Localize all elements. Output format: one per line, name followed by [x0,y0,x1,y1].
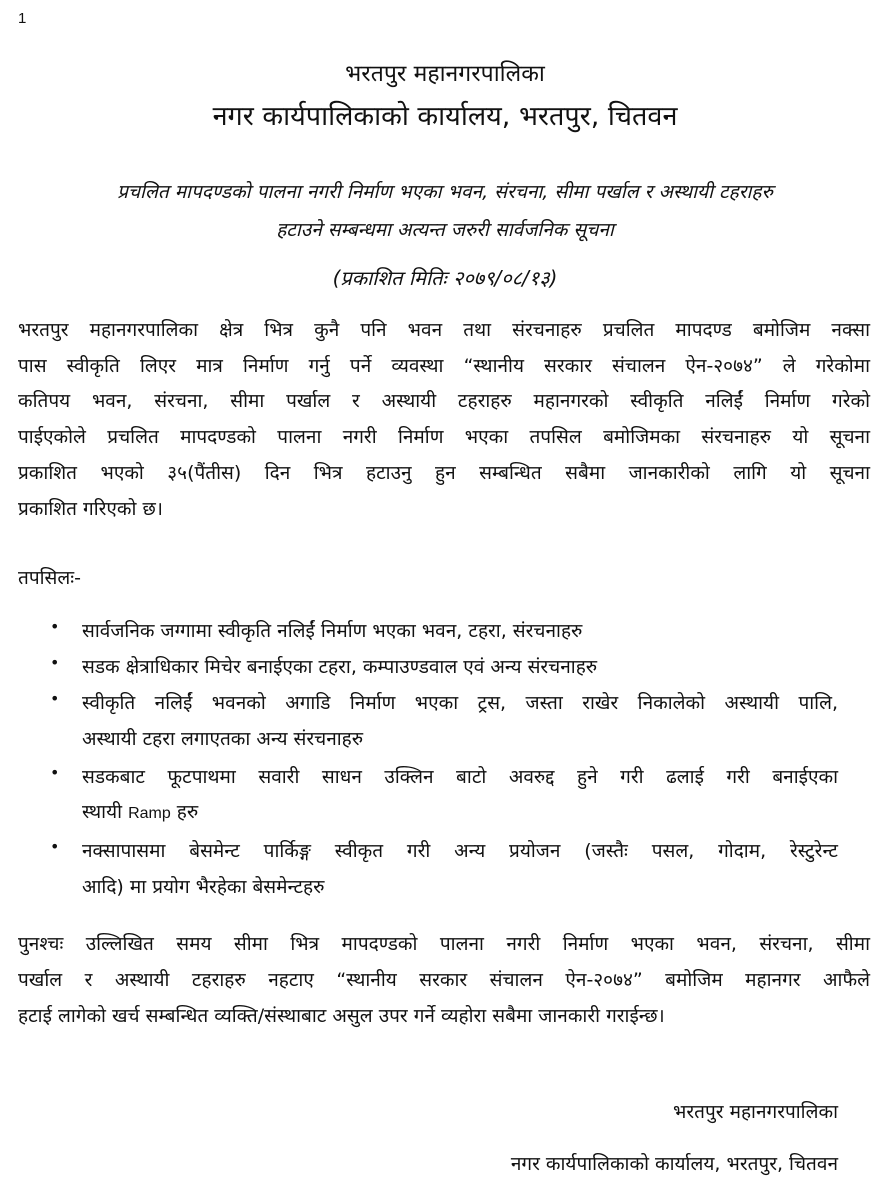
ramp-word: Ramp [128,805,171,822]
list-item-text: सडकबाट फूटपाथमा सवारी साधन उक्लिन बाटो अवरुद्द हुने गरी ढलाई गरी बनाईएका [82,766,838,788]
postscript-line: पुनश्चः उल्लिखित समय सीमा भित्र मापदण्डको पालना नगरी निर्माण भएका भवन, संरचना, सीमा [18,933,870,955]
list-item-text [82,798,838,824]
list-item-text: नक्सापासमा बेसमेन्ट पार्किङ्ग स्वीकृत गरी अन्य प्रयोजन (जस्तैः पसल, गोदाम, रेस्टुरेन्ट [82,840,838,862]
list-item-text-part: हरु [170,801,199,823]
body-line: भरतपुर महानगरपालिका क्षेत्र भित्र कुनै पनि भवन तथा संरचनाहरु प्रचलित मापदण्ड बमोजिम नक्सा [18,319,870,341]
list-item-text-part: स्थायी [82,801,129,823]
bullet-icon: • [50,617,60,636]
body-line: पास स्वीकृति लिएर मात्र निर्माण गर्नु पर्ने व्यवस्था “स्थानीय सरकार संचालन ऐन-२०७४” ले गरेकोमा [18,355,870,377]
postscript-line: पर्खाल र अस्थायी टहराहरु नहटाए “स्थानीय सरकार संचालन ऐन-२०७४” बमोजिम महानगर आफैले [18,969,870,991]
list-item-text: स्वीकृति नलिईं भवनको अगाडि निर्माण भएका ट्रस, जस्ता राखेर निकालेको अस्थायी पालि, [82,692,838,714]
published-date: (प्रकाशित मितिः २०७९/०८/१३) [332,266,558,290]
body-line: प्रकाशित भएको ३५(पैंतीस) दिन भित्र हटाउनु हुन सम्बन्धित सबैमा जानकारीको लागि यो सूचना [18,462,870,484]
page-number: 1 [18,10,27,27]
bullet-icon: • [50,653,60,672]
signature-office: नगर कार्यपालिकाको कार्यालय, भरतपुर, चितवन [510,1153,838,1175]
list-heading: तपसिलः- [18,567,81,589]
body-line: प्रकाशित गरिएको छ। [18,498,164,520]
header-office: नगर कार्यपालिकाको कार्यालय, भरतपुर, चितवन [212,101,678,132]
notice-subject-line-1: प्रचलित मापदण्डको पालना नगरी निर्माण भएका भवन, संरचना, सीमा पर्खाल र अस्थायी टहराहरु [117,181,773,203]
header-municipality: भरतपुर महानगरपालिका [345,61,545,87]
list-item-text: अस्थायी टहरा लगाएतका अन्य संरचनाहरु [82,728,364,750]
list-item-text: सडक क्षेत्राधिकार मिचेर बनाईएका टहरा, कम्पाउण्डवाल एवं अन्य संरचनाहरु [82,656,598,678]
bullet-icon: • [50,837,60,856]
bullet-icon: • [50,763,60,782]
list-item-text: सार्वजनिक जग्गामा स्वीकृति नलिईं निर्माण भएका भवन, टहरा, संरचनाहरु [82,620,583,642]
body-line: कतिपय भवन, संरचना, सीमा पर्खाल र अस्थायी टहराहरु महानगरको स्वीकृति नलिईं निर्माण गरेको [18,390,870,412]
bullet-icon: • [50,689,60,708]
body-line: पाईएकोले प्रचलित मापदण्डको पालना नगरी निर्माण भएका तपसिल बमोजिमका संरचनाहरु यो सूचना [18,426,870,448]
postscript-line: हटाई लागेको खर्च सम्बन्धित व्यक्ति/संस्थाबाट असुल उपर गर्ने व्यहोरा सबैमा जानकारी गराईन्छ। [18,1005,665,1027]
signature-municipality: भरतपुर महानगरपालिका [673,1101,838,1123]
list-item-text: आदि) मा प्रयोग भैरहेका बेसमेन्टहरु [82,876,325,898]
notice-subject-line-2: हटाउने सम्बन्धमा अत्यन्त जरुरी सार्वजनिक सूचना [276,219,614,241]
